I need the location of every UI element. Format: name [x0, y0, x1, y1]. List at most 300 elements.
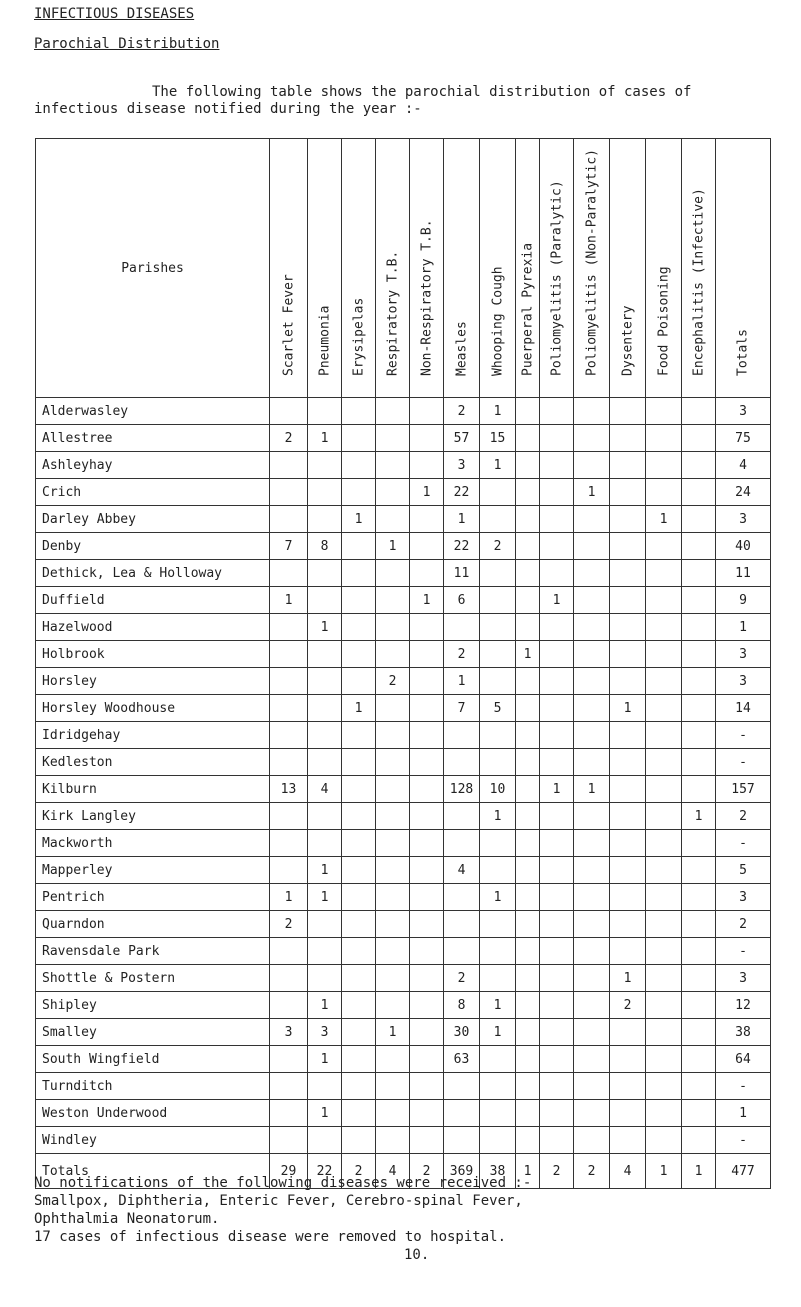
- column-header-label: Non-Respiratory T.B.: [419, 219, 434, 376]
- table-cell: [682, 425, 716, 452]
- table-cell: [410, 425, 444, 452]
- table-cell: [516, 722, 540, 749]
- parish-name: Kedleston: [36, 749, 270, 776]
- table-cell: [516, 965, 540, 992]
- table-cell: -: [716, 1073, 771, 1100]
- table-cell: 1: [308, 1046, 342, 1073]
- table-cell: 2: [376, 668, 410, 695]
- parish-name: Shipley: [36, 992, 270, 1019]
- column-header-label: Erysipelas: [351, 297, 366, 376]
- totals-cell: 1: [682, 1154, 716, 1189]
- table-cell: [646, 1019, 682, 1046]
- table-cell: [646, 803, 682, 830]
- table-cell: [610, 803, 646, 830]
- table-cell: [646, 695, 682, 722]
- table-cell: 2: [480, 533, 516, 560]
- table-cell: 1: [480, 398, 516, 425]
- table-cell: [480, 722, 516, 749]
- table-cell: [410, 884, 444, 911]
- table-cell: [270, 965, 308, 992]
- table-cell: [480, 830, 516, 857]
- table-cell: 3: [716, 965, 771, 992]
- table-cell: [410, 506, 444, 533]
- table-cell: 2: [716, 803, 771, 830]
- table-cell: [574, 830, 610, 857]
- table-cell: [480, 911, 516, 938]
- table-cell: [682, 1127, 716, 1154]
- table-cell: 2: [270, 425, 308, 452]
- table-row: [36, 992, 771, 1019]
- table-cell: [308, 1127, 342, 1154]
- column-header-label: Whooping Cough: [490, 266, 505, 376]
- table-row: [36, 884, 771, 911]
- table-cell: [682, 506, 716, 533]
- table-cell: -: [716, 722, 771, 749]
- table-cell: [270, 1073, 308, 1100]
- table-cell: [540, 965, 574, 992]
- column-header: [646, 139, 682, 398]
- table-cell: [574, 803, 610, 830]
- page-number: 10.: [404, 1247, 430, 1263]
- table-cell: 4: [308, 776, 342, 803]
- table-cell: [646, 938, 682, 965]
- table-cell: [270, 1100, 308, 1127]
- table-cell: [646, 722, 682, 749]
- totals-cell: 2: [574, 1154, 610, 1189]
- table-cell: [682, 1073, 716, 1100]
- table-cell: [540, 830, 574, 857]
- table-cell: 1: [540, 587, 574, 614]
- table-cell: [308, 965, 342, 992]
- table-cell: [410, 1073, 444, 1100]
- parish-name: Denby: [36, 533, 270, 560]
- table-cell: [574, 1127, 610, 1154]
- table-cell: 11: [444, 560, 480, 587]
- table-cell: 2: [444, 965, 480, 992]
- table-cell: [270, 560, 308, 587]
- table-cell: 1: [480, 884, 516, 911]
- table-cell: 1: [610, 965, 646, 992]
- table-cell: [682, 668, 716, 695]
- column-header: [610, 139, 646, 398]
- table-cell: 2: [444, 641, 480, 668]
- table-cell: [574, 722, 610, 749]
- table-cell: [444, 749, 480, 776]
- table-cell: [610, 479, 646, 506]
- table-cell: [646, 776, 682, 803]
- table-cell: [682, 749, 716, 776]
- table-cell: 4: [716, 452, 771, 479]
- totals-label: Totals: [36, 1154, 270, 1189]
- table-cell: [444, 830, 480, 857]
- parish-name: Turnditch: [36, 1073, 270, 1100]
- table-cell: [610, 911, 646, 938]
- column-header: [682, 139, 716, 398]
- table-cell: [682, 776, 716, 803]
- table-cell: [376, 425, 410, 452]
- parish-name: Duffield: [36, 587, 270, 614]
- table-cell: [646, 857, 682, 884]
- table-cell: [610, 641, 646, 668]
- column-header-label: Scarlet Fever: [281, 274, 296, 376]
- table-cell: [516, 992, 540, 1019]
- totals-cell: 22: [308, 1154, 342, 1189]
- table-row: [36, 587, 771, 614]
- table-cell: [682, 722, 716, 749]
- table-cell: [646, 1073, 682, 1100]
- parish-name: Kilburn: [36, 776, 270, 803]
- table-cell: [376, 506, 410, 533]
- table-cell: [610, 533, 646, 560]
- parish-name: Horsley Woodhouse: [36, 695, 270, 722]
- column-header-label: Measles: [454, 321, 469, 376]
- table-cell: [574, 1046, 610, 1073]
- table-cell: 1: [308, 614, 342, 641]
- table-cell: [610, 857, 646, 884]
- table-cell: [610, 1100, 646, 1127]
- table-cell: 3: [716, 506, 771, 533]
- table-cell: [270, 749, 308, 776]
- table-cell: [376, 776, 410, 803]
- table-cell: 128: [444, 776, 480, 803]
- totals-cell: 369: [444, 1154, 480, 1189]
- table-cell: [270, 506, 308, 533]
- table-cell: [480, 641, 516, 668]
- table-cell: [410, 533, 444, 560]
- table-cell: [270, 1127, 308, 1154]
- table-cell: 40: [716, 533, 771, 560]
- table-cell: [516, 1019, 540, 1046]
- table-cell: [410, 992, 444, 1019]
- table-cell: [574, 587, 610, 614]
- table-cell: [342, 668, 376, 695]
- table-cell: 1: [308, 884, 342, 911]
- table-cell: 5: [716, 857, 771, 884]
- table-cell: [342, 1100, 376, 1127]
- table-row: [36, 641, 771, 668]
- table-cell: 1: [308, 857, 342, 884]
- table-cell: 3: [308, 1019, 342, 1046]
- table-cell: [610, 452, 646, 479]
- table-cell: [646, 398, 682, 425]
- footer-line-1: No notifications of the following diseases were received :-: [34, 1175, 532, 1191]
- table-cell: [376, 587, 410, 614]
- table-cell: [540, 479, 574, 506]
- table-cell: 1: [646, 506, 682, 533]
- table-cell: [682, 641, 716, 668]
- table-cell: [376, 803, 410, 830]
- totals-cell: 4: [376, 1154, 410, 1189]
- table-cell: [646, 587, 682, 614]
- table-cell: [646, 830, 682, 857]
- table-cell: [342, 857, 376, 884]
- table-cell: [682, 992, 716, 1019]
- totals-cell: 477: [716, 1154, 771, 1189]
- totals-cell: 1: [516, 1154, 540, 1189]
- table-cell: [610, 1073, 646, 1100]
- table-cell: [480, 1127, 516, 1154]
- table-cell: 1: [480, 992, 516, 1019]
- table-cell: 7: [270, 533, 308, 560]
- column-header-label: Totals: [735, 329, 751, 376]
- table-cell: [480, 560, 516, 587]
- table-cell: 1: [308, 425, 342, 452]
- totals-cell: 2: [410, 1154, 444, 1189]
- table-cell: [444, 722, 480, 749]
- table-cell: [308, 749, 342, 776]
- table-cell: 7: [444, 695, 480, 722]
- table-cell: [480, 1073, 516, 1100]
- table-cell: [444, 938, 480, 965]
- table-cell: [610, 1127, 646, 1154]
- table-cell: [646, 911, 682, 938]
- table-cell: 3: [716, 398, 771, 425]
- table-cell: [516, 533, 540, 560]
- table-cell: [540, 533, 574, 560]
- parish-name: Kirk Langley: [36, 803, 270, 830]
- column-header: [574, 139, 610, 398]
- table-cell: 24: [716, 479, 771, 506]
- table-cell: [444, 1127, 480, 1154]
- table-cell: [682, 452, 716, 479]
- table-cell: 1: [574, 776, 610, 803]
- table-cell: 15: [480, 425, 516, 452]
- table-row: [36, 938, 771, 965]
- parish-name: Weston Underwood: [36, 1100, 270, 1127]
- table-cell: [646, 641, 682, 668]
- table-cell: [574, 533, 610, 560]
- table-cell: [646, 992, 682, 1019]
- table-cell: [376, 722, 410, 749]
- table-cell: 14: [716, 695, 771, 722]
- column-header-label: Poliomyelitis (Paralytic): [549, 180, 564, 376]
- table-cell: [574, 1073, 610, 1100]
- table-cell: 8: [444, 992, 480, 1019]
- table-cell: [610, 668, 646, 695]
- column-header: [410, 139, 444, 398]
- table-cell: [342, 803, 376, 830]
- table-cell: 1: [444, 668, 480, 695]
- table-cell: 12: [716, 992, 771, 1019]
- table-cell: 1: [410, 587, 444, 614]
- table-cell: [516, 749, 540, 776]
- table-cell: [610, 587, 646, 614]
- table-cell: [376, 479, 410, 506]
- table-row: [36, 452, 771, 479]
- table-cell: [646, 749, 682, 776]
- table-cell: [516, 830, 540, 857]
- table-cell: [480, 614, 516, 641]
- table-cell: [410, 830, 444, 857]
- totals-cell: 4: [610, 1154, 646, 1189]
- table-body: [36, 398, 771, 1189]
- column-header: [308, 139, 342, 398]
- table-cell: 1: [342, 506, 376, 533]
- table-cell: [540, 992, 574, 1019]
- table-cell: [444, 803, 480, 830]
- table-cell: [410, 1127, 444, 1154]
- table-cell: 1: [540, 776, 574, 803]
- table-cell: 6: [444, 587, 480, 614]
- table-cell: [682, 533, 716, 560]
- table-cell: [270, 938, 308, 965]
- table-cell: [410, 722, 444, 749]
- table-cell: [376, 938, 410, 965]
- table-cell: 63: [444, 1046, 480, 1073]
- table-cell: 1: [682, 803, 716, 830]
- table-cell: [682, 695, 716, 722]
- table-cell: [376, 1046, 410, 1073]
- table-cell: 64: [716, 1046, 771, 1073]
- table-cell: [444, 1100, 480, 1127]
- table-row: [36, 479, 771, 506]
- table-cell: [342, 884, 376, 911]
- table-cell: [376, 857, 410, 884]
- table-cell: [342, 1127, 376, 1154]
- intro-line-2: infectious disease notified during the year :-: [34, 101, 422, 117]
- table-cell: [410, 641, 444, 668]
- table-cell: [574, 857, 610, 884]
- table-cell: [376, 1100, 410, 1127]
- table-cell: [270, 992, 308, 1019]
- table-cell: [682, 1019, 716, 1046]
- table-cell: [308, 641, 342, 668]
- table-cell: [270, 803, 308, 830]
- table-cell: [540, 749, 574, 776]
- table-cell: 1: [480, 1019, 516, 1046]
- table-cell: [342, 722, 376, 749]
- table-row: [36, 857, 771, 884]
- table-cell: [646, 965, 682, 992]
- parish-name: Darley Abbey: [36, 506, 270, 533]
- parish-name: Mapperley: [36, 857, 270, 884]
- table-cell: [376, 884, 410, 911]
- table-cell: [480, 506, 516, 533]
- table-cell: [480, 1046, 516, 1073]
- table-cell: 1: [516, 641, 540, 668]
- table-cell: [342, 830, 376, 857]
- parish-name: Holbrook: [36, 641, 270, 668]
- totals-cell: 1: [646, 1154, 682, 1189]
- table-cell: [682, 938, 716, 965]
- table-cell: [516, 479, 540, 506]
- table-cell: [646, 479, 682, 506]
- table-cell: 22: [444, 479, 480, 506]
- table-cell: 1: [270, 884, 308, 911]
- table-cell: [540, 668, 574, 695]
- table-cell: [342, 533, 376, 560]
- parish-name: Hazelwood: [36, 614, 270, 641]
- table-cell: 1: [308, 1100, 342, 1127]
- table-cell: [410, 803, 444, 830]
- table-cell: [410, 1100, 444, 1127]
- table-cell: [540, 911, 574, 938]
- table-cell: [516, 425, 540, 452]
- table-cell: [516, 911, 540, 938]
- parish-name: Horsley: [36, 668, 270, 695]
- table-cell: [574, 965, 610, 992]
- parish-name: Alderwasley: [36, 398, 270, 425]
- parish-name: Allestree: [36, 425, 270, 452]
- table-cell: [376, 614, 410, 641]
- table-cell: [540, 722, 574, 749]
- table-cell: [308, 695, 342, 722]
- table-cell: [516, 668, 540, 695]
- table-cell: [646, 884, 682, 911]
- table-cell: [646, 560, 682, 587]
- column-header: [480, 139, 516, 398]
- column-header-label: Respiratory T.B.: [385, 250, 400, 376]
- table-cell: [540, 1073, 574, 1100]
- table-cell: [682, 857, 716, 884]
- table-cell: [308, 722, 342, 749]
- table-cell: [646, 425, 682, 452]
- table-cell: 9: [716, 587, 771, 614]
- table-cell: [410, 1019, 444, 1046]
- table-cell: [610, 614, 646, 641]
- table-row: [36, 1127, 771, 1154]
- table-cell: [574, 560, 610, 587]
- table-cell: -: [716, 830, 771, 857]
- column-header-label: Dysentery: [620, 305, 635, 376]
- table-cell: [540, 614, 574, 641]
- table-cell: [610, 1046, 646, 1073]
- table-cell: [308, 830, 342, 857]
- table-cell: 1: [376, 1019, 410, 1046]
- table-cell: [516, 884, 540, 911]
- table-cell: [308, 938, 342, 965]
- table-cell: [308, 398, 342, 425]
- table-cell: [682, 614, 716, 641]
- table-cell: 1: [716, 1100, 771, 1127]
- table-cell: [540, 1046, 574, 1073]
- table-cell: -: [716, 938, 771, 965]
- parish-name: Ashleyhay: [36, 452, 270, 479]
- table-row: [36, 1073, 771, 1100]
- table-cell: 1: [270, 587, 308, 614]
- table-cell: [682, 965, 716, 992]
- parish-name: Smalley: [36, 1019, 270, 1046]
- table-cell: 1: [610, 695, 646, 722]
- table-cell: [270, 722, 308, 749]
- footer-line-3: Ophthalmia Neonatorum.: [34, 1211, 220, 1227]
- table-row: [36, 965, 771, 992]
- parish-name: Windley: [36, 1127, 270, 1154]
- table-cell: [516, 398, 540, 425]
- column-header-label: Encephalitis (Infective): [691, 188, 706, 376]
- table-cell: [682, 398, 716, 425]
- table-cell: [410, 668, 444, 695]
- table-cell: [480, 668, 516, 695]
- table-cell: -: [716, 749, 771, 776]
- footer-notes: [34, 1174, 774, 1264]
- table-cell: [574, 911, 610, 938]
- table-cell: [376, 1073, 410, 1100]
- table-cell: [270, 857, 308, 884]
- table-cell: 1: [480, 803, 516, 830]
- table-cell: [540, 938, 574, 965]
- table-cell: [574, 452, 610, 479]
- page-heading: INFECTIOUS DISEASES: [34, 6, 195, 22]
- table-cell: [308, 803, 342, 830]
- table-cell: [308, 587, 342, 614]
- table-cell: [376, 560, 410, 587]
- table-cell: [574, 614, 610, 641]
- table-cell: [516, 1100, 540, 1127]
- parish-name: Crich: [36, 479, 270, 506]
- table-cell: [308, 452, 342, 479]
- footer-line-2: Smallpox, Diphtheria, Enteric Fever, Cerebro-spinal Fever,: [34, 1193, 523, 1209]
